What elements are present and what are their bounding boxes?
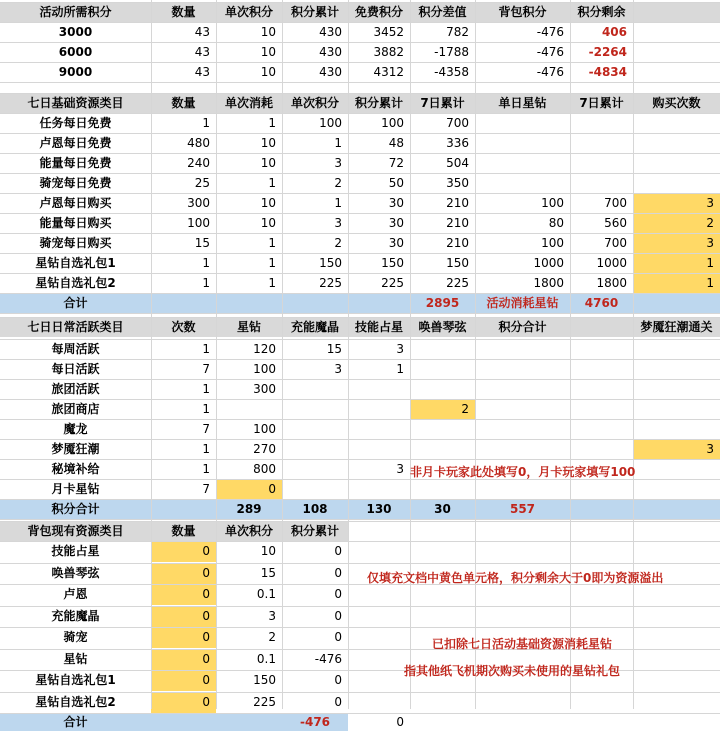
backpack-cell: 2 — [268, 630, 276, 644]
backpack-cell: -476 — [314, 652, 342, 666]
basic-cell: 350 — [446, 176, 469, 190]
activity-cell: 6000 — [58, 45, 93, 59]
basic-cell: 100 — [319, 116, 342, 130]
daily-header-cell: 唤兽琴弦 — [418, 320, 467, 334]
activity-cell: 782 — [446, 25, 469, 39]
daily-cell — [570, 379, 633, 399]
deducted-note: 已扣除七日活动基础资源消耗星钻 — [432, 637, 613, 651]
basic-total-cell — [348, 293, 410, 313]
daily-cell — [410, 419, 475, 439]
basic-cell: 卢恩每日免费 — [39, 136, 112, 150]
backpack-header-cell: 积分累计 — [290, 524, 339, 538]
basic-total-cell — [151, 293, 216, 313]
backpack-header-cell: 单次积分 — [224, 524, 273, 538]
backpack-cell: 卢恩 — [63, 587, 88, 601]
basic-total-cell — [216, 293, 282, 313]
backpack-cell: 0 — [334, 587, 342, 601]
daily-cell — [475, 379, 570, 399]
activity-cell: -476 — [536, 45, 564, 59]
activity-header-cell: 背包积分 — [498, 5, 547, 19]
basic-cell — [570, 133, 633, 153]
activity-cell: 10 — [260, 65, 276, 79]
basic-total-cell: 4760 — [584, 296, 619, 310]
daily-cell — [410, 359, 475, 379]
daily-cell — [633, 459, 720, 479]
basic-header-cell: 单次积分 — [290, 96, 339, 110]
basic-cell: 1 — [334, 196, 342, 210]
daily-cell — [410, 439, 475, 459]
basic-cell — [633, 153, 720, 173]
daily-cell — [570, 479, 633, 499]
basic-cell — [475, 173, 570, 193]
basic-cell: 210 — [446, 216, 469, 230]
basic-cell: 2 — [334, 236, 342, 250]
basic-cell — [475, 113, 570, 133]
basic-cell — [570, 173, 633, 193]
daily-cell — [282, 419, 348, 439]
backpack-total-cell — [216, 713, 282, 731]
activity-cell: 3452 — [373, 25, 404, 39]
basic-cell: 336 — [446, 136, 469, 150]
backpack-cell: 0 — [334, 695, 342, 709]
daily-total-cell — [570, 499, 633, 519]
daily-cell: 270 — [253, 442, 276, 456]
backpack-cell: 星钻 — [63, 652, 88, 666]
daily-cell: 15 — [326, 342, 342, 356]
activity-cell: 10 — [260, 45, 276, 59]
daily-cell: 800 — [253, 462, 276, 476]
basic-total-cell — [633, 293, 720, 313]
basic-cell — [633, 113, 720, 133]
basic-cell: 504 — [446, 156, 469, 170]
daily-cell — [633, 479, 720, 499]
backpack-cell: 0.1 — [256, 652, 276, 666]
basic-cell: 10 — [260, 196, 276, 210]
basic-cell: 300 — [187, 196, 210, 210]
activity-header-cell: 数量 — [171, 5, 196, 19]
daily-cell — [633, 359, 720, 379]
backpack-cell: 15 — [260, 566, 276, 580]
basic-cell: 1 — [334, 136, 342, 150]
daily-cell: 120 — [253, 342, 276, 356]
daily-cell: 梦魇狂潮 — [51, 442, 100, 456]
daily-cell — [633, 419, 720, 439]
basic-cell: 1 — [202, 116, 210, 130]
backpack-cell: 0 — [334, 609, 342, 623]
gift-pack-note: 指其他纸飞机期次购买未使用的星钻礼包 — [404, 664, 621, 678]
daily-cell: 每周活跃 — [51, 342, 100, 356]
daily-cell: 旅团活跃 — [51, 382, 100, 396]
activity-cell: 43 — [194, 65, 210, 79]
basic-cell: 100 — [187, 216, 210, 230]
daily-cell: 月卡星钻 — [51, 482, 100, 496]
basic-cell: 1 — [268, 276, 276, 290]
daily-cell — [410, 339, 475, 359]
daily-cell: 1 — [202, 342, 210, 356]
backpack-quantity-input[interactable]: 0 — [202, 544, 210, 558]
daily-cell: 1 — [202, 382, 210, 396]
daily-header-cell — [570, 317, 633, 337]
backpack-header-cell: 数量 — [171, 524, 196, 538]
daily-cell: 1 — [202, 442, 210, 456]
basic-cell: 1800 — [596, 276, 627, 290]
basic-cell: 48 — [388, 136, 404, 150]
basic-cell: 1 — [268, 116, 276, 130]
backpack-cell: 225 — [253, 695, 276, 709]
backpack-cell: 星钻自选礼包2 — [35, 695, 116, 709]
daily-cell — [633, 399, 720, 419]
daily-total-cell: 289 — [236, 502, 262, 516]
daily-cell — [282, 479, 348, 499]
daily-cell — [282, 379, 348, 399]
daily-total-cell — [151, 499, 216, 519]
activity-cell: 3000 — [58, 25, 93, 39]
basic-cell: 30 — [388, 196, 404, 210]
monthly-card-note: 非月卡玩家此处填写0，月卡玩家填写100 — [410, 465, 636, 479]
backpack-cell: 充能魔晶 — [51, 609, 100, 623]
basic-cell: 25 — [194, 176, 210, 190]
basic-header-cell: 积分累计 — [354, 96, 403, 110]
daily-cell: 7 — [202, 482, 210, 496]
daily-cell — [348, 479, 410, 499]
activity-header-cell: 积分差值 — [418, 5, 467, 19]
daily-cell — [410, 479, 475, 499]
basic-cell: 3 — [334, 216, 342, 230]
activity-cell: -1788 — [434, 45, 469, 59]
backpack-total-cell — [151, 713, 216, 731]
basic-cell: 10 — [260, 156, 276, 170]
basic-cell: 10 — [260, 216, 276, 230]
basic-cell: 1 — [268, 236, 276, 250]
activity-header-cell: 积分剩余 — [577, 5, 626, 19]
daily-input-cell[interactable]: 0 — [268, 482, 276, 496]
daily-total-cell: 557 — [509, 502, 536, 516]
activity-cell: -4358 — [434, 65, 469, 79]
daily-cell: 300 — [253, 382, 276, 396]
daily-cell: 秘境补给 — [51, 462, 100, 476]
daily-total-cell: 积分合计 — [51, 502, 100, 516]
basic-cell — [475, 153, 570, 173]
basic-cell: 1800 — [533, 276, 564, 290]
daily-cell: 每日活跃 — [51, 362, 100, 376]
activity-cell: 10 — [260, 25, 276, 39]
daily-total-cell: 30 — [434, 502, 451, 516]
daily-header-cell: 充能魔晶 — [290, 320, 339, 334]
backpack-cell: 3 — [268, 609, 276, 623]
basic-cell: 50 — [388, 176, 404, 190]
activity-header-cell: 单次积分 — [224, 5, 273, 19]
basic-header-cell: 七日基础资源类目 — [27, 96, 124, 110]
basic-header-cell: 数量 — [171, 96, 196, 110]
basic-cell: 骑宠每日购买 — [39, 236, 112, 250]
backpack-total-cell: -476 — [299, 715, 331, 729]
daily-cell — [570, 399, 633, 419]
basic-cell: 150 — [381, 256, 404, 270]
activity-cell — [633, 42, 720, 62]
daily-cell — [475, 399, 570, 419]
basic-cell — [570, 153, 633, 173]
backpack-quantity-input[interactable]: 0 — [202, 609, 210, 623]
basic-cell — [475, 133, 570, 153]
basic-total-cell: 活动消耗星钻 — [486, 296, 559, 310]
basic-cell: 150 — [446, 256, 469, 270]
daily-cell: 7 — [202, 362, 210, 376]
activity-header-cell: 活动所需积分 — [39, 5, 112, 19]
basic-cell: 10 — [260, 136, 276, 150]
daily-header-cell: 七日日常活跃类目 — [27, 320, 124, 334]
backpack-quantity-input[interactable]: 0 — [202, 673, 210, 687]
basic-cell: 1 — [268, 256, 276, 270]
backpack-cell: 技能占星 — [51, 544, 100, 558]
daily-cell — [282, 459, 348, 479]
daily-cell: 3 — [396, 342, 404, 356]
daily-cell: 1 — [202, 402, 210, 416]
activity-cell: 9000 — [58, 65, 93, 79]
daily-cell: 100 — [253, 362, 276, 376]
daily-cell — [282, 439, 348, 459]
daily-cell: 3 — [396, 462, 404, 476]
daily-header-cell: 次数 — [171, 320, 196, 334]
basic-cell: 30 — [388, 236, 404, 250]
daily-cell — [348, 419, 410, 439]
backpack-cell: 唤兽琴弦 — [51, 566, 100, 580]
daily-cell: 100 — [253, 422, 276, 436]
basic-cell: 225 — [319, 276, 342, 290]
backpack-cell: 0 — [334, 544, 342, 558]
daily-header-cell: 梦魇狂潮通关 — [640, 320, 713, 334]
backpack-quantity-input[interactable]: 0 — [202, 587, 210, 601]
basic-cell: 能量每日免费 — [39, 156, 112, 170]
daily-cell — [348, 439, 410, 459]
basic-cell: 72 — [388, 156, 404, 170]
basic-cell: 任务每日免费 — [39, 116, 112, 130]
basic-cell: 1000 — [596, 256, 627, 270]
activity-cell: 43 — [194, 45, 210, 59]
activity-cell — [633, 22, 720, 42]
activity-cell: 430 — [319, 65, 342, 79]
daily-cell: 3 — [334, 362, 342, 376]
purchase-count-input[interactable]: 1 — [706, 256, 714, 270]
basic-cell: 2 — [334, 176, 342, 190]
daily-cell: 1 — [396, 362, 404, 376]
purchase-count-input[interactable]: 3 — [706, 236, 714, 250]
daily-input-cell[interactable]: 3 — [706, 442, 714, 456]
backpack-cell: 星钻自选礼包1 — [35, 673, 116, 687]
daily-header-cell: 积分合计 — [498, 320, 547, 334]
daily-total-cell: 108 — [302, 502, 328, 516]
daily-cell: 魔龙 — [63, 422, 88, 436]
points-remaining-cell: 406 — [601, 25, 627, 39]
daily-cell — [570, 339, 633, 359]
basic-cell: 100 — [541, 196, 564, 210]
daily-header-cell: 星钻 — [236, 320, 261, 334]
basic-cell: 1 — [202, 276, 210, 290]
basic-cell: 210 — [446, 196, 469, 210]
basic-cell: 100 — [541, 236, 564, 250]
backpack-cell: 0 — [334, 630, 342, 644]
daily-cell — [570, 359, 633, 379]
backpack-cell: 骑宠 — [63, 630, 88, 644]
basic-cell: 700 — [604, 196, 627, 210]
basic-total-cell: 合计 — [63, 296, 88, 310]
daily-cell — [633, 339, 720, 359]
basic-cell: 560 — [604, 216, 627, 230]
daily-total-cell — [633, 499, 720, 519]
activity-header-cell: 积分累计 — [290, 5, 339, 19]
basic-cell: 骑宠每日免费 — [39, 176, 112, 190]
basic-cell: 700 — [604, 236, 627, 250]
backpack-cell: 0.1 — [256, 587, 276, 601]
basic-cell — [633, 173, 720, 193]
activity-cell: 3882 — [373, 45, 404, 59]
basic-cell: 150 — [319, 256, 342, 270]
basic-cell: 480 — [187, 136, 210, 150]
backpack-total-cell: 0 — [396, 715, 404, 729]
backpack-quantity-input[interactable]: 0 — [202, 652, 210, 666]
basic-header-cell: 购买次数 — [652, 96, 701, 110]
daily-cell: 1 — [202, 462, 210, 476]
basic-cell — [570, 113, 633, 133]
daily-cell — [570, 419, 633, 439]
basic-total-cell: 2895 — [425, 296, 460, 310]
basic-total-cell — [282, 293, 348, 313]
activity-header-cell: 免费积分 — [354, 5, 403, 19]
basic-cell: 240 — [187, 156, 210, 170]
daily-input-cell[interactable]: 2 — [461, 402, 469, 416]
basic-header-cell: 7日累计 — [579, 96, 624, 110]
daily-cell — [282, 399, 348, 419]
activity-cell: 430 — [319, 25, 342, 39]
basic-cell: 700 — [446, 116, 469, 130]
backpack-cell: 150 — [253, 673, 276, 687]
daily-cell — [570, 439, 633, 459]
basic-cell: 卢恩每日购买 — [39, 196, 112, 210]
daily-cell — [475, 419, 570, 439]
basic-cell: 星钻自选礼包1 — [35, 256, 116, 270]
backpack-header-cell: 背包现有资源类目 — [27, 524, 124, 538]
basic-cell: 225 — [446, 276, 469, 290]
basic-cell: 30 — [388, 216, 404, 230]
basic-cell: 1 — [202, 256, 210, 270]
points-remaining-cell: -4834 — [588, 65, 627, 79]
basic-header-cell: 7日累计 — [420, 96, 465, 110]
basic-cell: 100 — [381, 116, 404, 130]
purchase-count-input[interactable]: 3 — [706, 196, 714, 210]
grid-row-line — [0, 519, 720, 520]
basic-cell: 能量每日购买 — [39, 216, 112, 230]
daily-cell: 旅团商店 — [51, 402, 100, 416]
backpack-quantity-input[interactable]: 0 — [202, 695, 210, 709]
daily-cell — [633, 379, 720, 399]
daily-cell — [410, 379, 475, 399]
backpack-total-cell: 合计 — [63, 715, 88, 729]
purchase-count-input[interactable]: 1 — [706, 276, 714, 290]
grid-row-line — [0, 313, 720, 314]
basic-cell: 80 — [548, 216, 564, 230]
activity-cell: 430 — [319, 45, 342, 59]
basic-header-cell: 单日星钻 — [498, 96, 547, 110]
daily-cell — [475, 339, 570, 359]
basic-cell: 星钻自选礼包2 — [35, 276, 116, 290]
daily-cell — [216, 399, 282, 419]
daily-cell — [348, 379, 410, 399]
daily-total-cell: 130 — [366, 502, 392, 516]
yellow-cell-instruction-note: 仅填充文档中黄色单元格，积分剩余大于0即为资源溢出 — [367, 571, 664, 585]
backpack-cell: 0 — [334, 566, 342, 580]
basic-cell: 210 — [446, 236, 469, 250]
basic-cell: 1000 — [533, 256, 564, 270]
daily-header-cell: 技能占星 — [354, 320, 403, 334]
activity-cell: 43 — [194, 25, 210, 39]
basic-header-cell: 单次消耗 — [224, 96, 273, 110]
basic-cell: 1 — [268, 176, 276, 190]
backpack-quantity-input[interactable]: 0 — [202, 630, 210, 644]
daily-cell — [348, 399, 410, 419]
purchase-count-input[interactable]: 2 — [706, 216, 714, 230]
backpack-quantity-input[interactable]: 0 — [202, 566, 210, 580]
points-remaining-cell: -2264 — [588, 45, 627, 59]
basic-cell — [633, 133, 720, 153]
daily-cell — [475, 479, 570, 499]
activity-cell: -476 — [536, 65, 564, 79]
basic-cell: 15 — [194, 236, 210, 250]
activity-header-cell — [633, 2, 720, 22]
basic-cell: 225 — [381, 276, 404, 290]
daily-cell — [475, 359, 570, 379]
backpack-cell: 10 — [260, 544, 276, 558]
daily-cell: 7 — [202, 422, 210, 436]
activity-cell: -476 — [536, 25, 564, 39]
grid-row-line — [0, 82, 720, 83]
daily-cell — [475, 439, 570, 459]
basic-cell: 3 — [334, 156, 342, 170]
backpack-cell: 0 — [334, 673, 342, 687]
activity-cell: 4312 — [373, 65, 404, 79]
activity-cell — [633, 62, 720, 82]
